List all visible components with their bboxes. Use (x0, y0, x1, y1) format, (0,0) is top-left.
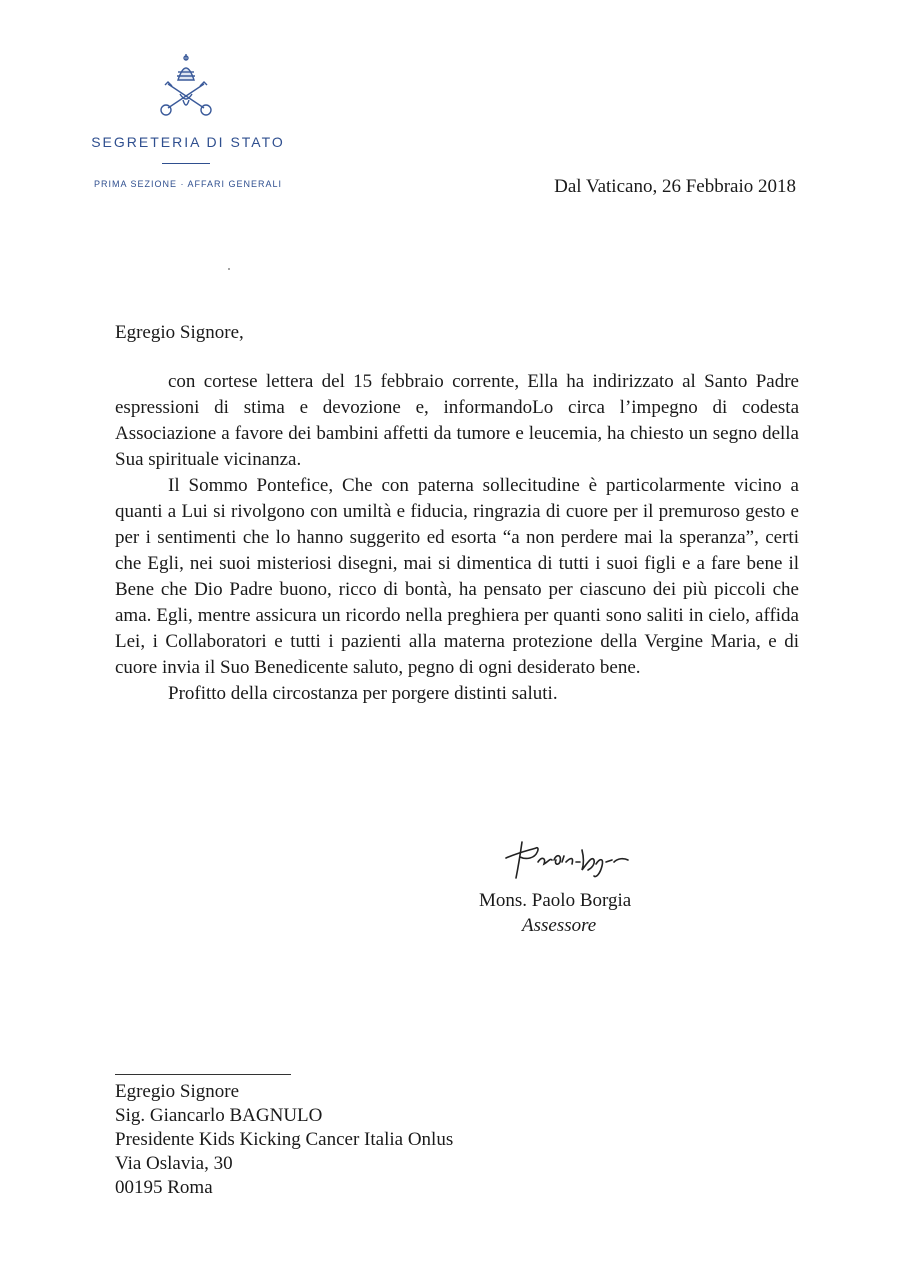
handwritten-signature (500, 832, 630, 888)
letterhead-divider (162, 163, 210, 164)
department-section: PRIMA SEZIONE · AFFARI GENERALI (93, 179, 283, 189)
recipient-line: Egregio Signore (115, 1081, 240, 1102)
paragraph-1: con cortese lettera del 15 febbraio corrente, Ella ha indirizzato al Santo Padre espressioni di stima e devozione e, informandoLo circa l’impegno di codesta Associazione a favore dei bambini affetti da tumore e leucemia, ha chiesto un segno della Sua spirituale vicinanza. (115, 371, 799, 470)
letter-body (115, 369, 799, 707)
recipient-line: Via Oslavia, 30 (115, 1153, 233, 1174)
recipient-line: Sig. Giancarlo BAGNULO (115, 1105, 323, 1126)
recipient-address (115, 1080, 453, 1200)
recipient-line: Presidente Kids Kicking Cancer Italia Onlus (115, 1129, 454, 1150)
paragraph-2: Il Sommo Pontefice, Che con paterna sollecitudine è particolarmente vicino a quanti a Lui si rivolgono con umiltà e fiducia, ringrazia di cuore per il premuroso gesto e per i sentimenti che lo hanno suggerito ed esorta “a non perdere mai la speranza”, certi che Egli, nei suoi misteriosi disegni, mai si dimentica di tutti i suoi figli e a fare bene il Bene che Dio Padre buono, ricco di bontà, ha pensato per ciascuno dei più piccoli che ama. Egli, mentre assicura un ricordo nella preghiera per quanti sono saliti in cielo, affida Lei, i Collaboratori e tutti i pazienti alla materna protezione della Vergine Maria, e di cuore invia il Suo Benedicente saluto, pegno di ogni desiderato bene. (115, 475, 799, 678)
department-title: SEGRETERIA DI STATO (91, 134, 285, 150)
signer-name: Mons. Paolo Borgia (479, 890, 632, 911)
papal-crossed-keys-icon (150, 50, 222, 122)
recipient-divider (115, 1074, 291, 1075)
paper-speck (228, 268, 230, 270)
recipient-line: 00195 Roma (115, 1177, 213, 1198)
paragraph-3: Profitto della circostanza per porgere distinti saluti. (168, 683, 558, 704)
signer-role: Assessore (522, 915, 597, 936)
date-line: Dal Vaticano, 26 Febbraio 2018 (554, 176, 796, 197)
salutation: Egregio Signore, (115, 322, 244, 343)
